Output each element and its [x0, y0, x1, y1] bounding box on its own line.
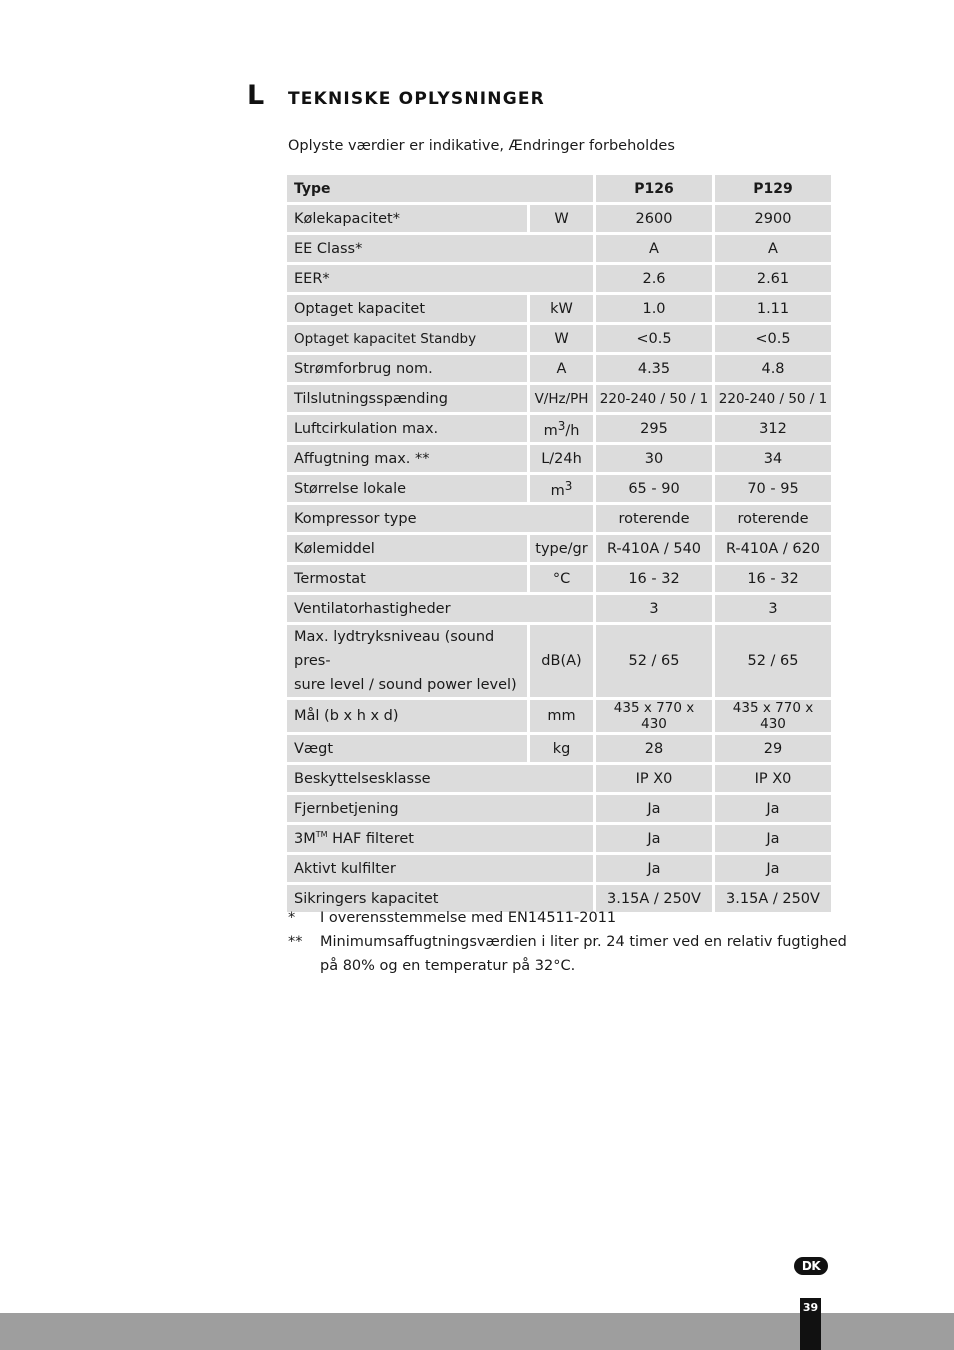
unit-base: m	[543, 422, 558, 439]
row-label: Optaget kapacitet Standby	[287, 325, 527, 352]
table-row	[287, 205, 831, 232]
row-unit	[530, 415, 593, 442]
table-row	[287, 535, 831, 562]
row-p126: 295	[596, 415, 712, 442]
row-label: EE Class*	[287, 235, 593, 262]
table-row	[287, 295, 831, 322]
label-prefix: 3M	[294, 831, 316, 847]
row-p126: R-410A / 540	[596, 535, 712, 562]
table-row	[287, 355, 831, 382]
footnote-text: Minimumsaffugtningsværdien i liter pr. 24 timer ved en relativ fugtighed på 80% og en temperatur på 32°C.	[320, 934, 847, 974]
row-p126: 65 - 90	[596, 475, 712, 502]
row-label	[287, 625, 527, 697]
row-p129: Ja	[715, 825, 831, 852]
table-row	[287, 325, 831, 352]
header-p126: P126	[596, 175, 712, 202]
row-label: Optaget kapacitet	[287, 295, 527, 322]
row-label: Termostat	[287, 565, 527, 592]
row-p129: 3	[715, 595, 831, 622]
row-label: Størrelse lokale	[287, 475, 527, 502]
section-letter: L	[247, 80, 265, 111]
row-p126: 2600	[596, 205, 712, 232]
footnote	[288, 930, 868, 978]
footnote-mark: *	[288, 910, 296, 926]
row-p126: Ja	[596, 825, 712, 852]
row-p129: R-410A / 620	[715, 535, 831, 562]
row-p126: 4.35	[596, 355, 712, 382]
row-unit: V/Hz/PH	[530, 385, 593, 412]
table-row	[287, 625, 831, 697]
table-row	[287, 700, 831, 732]
row-p129: 220-240 / 50 / 1	[715, 385, 831, 412]
table-row	[287, 595, 831, 622]
unit-base: m	[550, 482, 565, 499]
footnote-mark: **	[288, 934, 303, 950]
label-suffix: HAF filteret	[327, 831, 414, 847]
row-p129: 16 - 32	[715, 565, 831, 592]
row-p129: 2.61	[715, 265, 831, 292]
row-p126: roterende	[596, 505, 712, 532]
unit-tail: /h	[565, 422, 580, 439]
row-p126: A	[596, 235, 712, 262]
header-p129: P129	[715, 175, 831, 202]
row-p129: 52 / 65	[715, 625, 831, 697]
row-label: EER*	[287, 265, 593, 292]
row-label: Luftcirkulation max.	[287, 415, 527, 442]
row-p126: 16 - 32	[596, 565, 712, 592]
row-p126: 1.0	[596, 295, 712, 322]
row-label: Ventilatorhastigheder	[287, 595, 593, 622]
section-title: TEKNISKE OPLYSNINGER	[288, 89, 545, 109]
row-label-line-2: sure level / sound power level)	[294, 677, 517, 693]
row-label: Sikringers kapacitet	[287, 885, 593, 912]
table-row	[287, 765, 831, 792]
row-p129: 29	[715, 735, 831, 762]
row-unit: mm	[530, 700, 593, 732]
row-unit: A	[530, 355, 593, 382]
row-label: Kølemiddel	[287, 535, 527, 562]
row-p129: 2900	[715, 205, 831, 232]
row-p129: A	[715, 235, 831, 262]
row-p129: 70 - 95	[715, 475, 831, 502]
footnotes	[288, 906, 868, 978]
unit-superscript: 3	[557, 418, 566, 433]
table-row	[287, 825, 831, 852]
table-header-row	[287, 175, 831, 202]
row-p129: roterende	[715, 505, 831, 532]
trademark-superscript: TM	[315, 830, 328, 839]
row-p126: 30	[596, 445, 712, 472]
table-row	[287, 385, 831, 412]
row-label	[287, 825, 593, 852]
row-p126: <0.5	[596, 325, 712, 352]
footnote	[288, 906, 868, 930]
row-p129: Ja	[715, 795, 831, 822]
row-unit: W	[530, 205, 593, 232]
row-p129: IP X0	[715, 765, 831, 792]
table-row	[287, 505, 831, 532]
table-row	[287, 855, 831, 882]
row-unit: kW	[530, 295, 593, 322]
row-label: Tilslutningsspænding	[287, 385, 527, 412]
row-p126: 2.6	[596, 265, 712, 292]
row-p126: 28	[596, 735, 712, 762]
intro-text: Oplyste værdier er indikative, Ændringer forbeholdes	[288, 138, 675, 154]
row-p126: 3.15A / 250V	[596, 885, 712, 912]
page-number: 39	[800, 1298, 821, 1350]
row-label: Kølekapacitet*	[287, 205, 527, 232]
row-p129: 1.11	[715, 295, 831, 322]
row-p129: Ja	[715, 855, 831, 882]
table-row	[287, 475, 831, 502]
row-p129: 34	[715, 445, 831, 472]
table-row	[287, 235, 831, 262]
footnote-text: I overensstemmelse med EN14511-2011	[320, 910, 617, 926]
table-row	[287, 445, 831, 472]
unit-superscript: 3	[564, 478, 573, 493]
table-row	[287, 735, 831, 762]
language-badge: DK	[794, 1257, 828, 1275]
row-p129: 4.8	[715, 355, 831, 382]
row-p126: 435 x 770 x 430	[596, 700, 712, 732]
row-label: Aktivt kulfilter	[287, 855, 593, 882]
row-label: Strømforbrug nom.	[287, 355, 527, 382]
row-unit: W	[530, 325, 593, 352]
row-label: Affugtning max. **	[287, 445, 527, 472]
row-unit: dB(A)	[530, 625, 593, 697]
row-p126: Ja	[596, 855, 712, 882]
row-p129: 312	[715, 415, 831, 442]
row-label: Kompressor type	[287, 505, 593, 532]
row-p129: 435 x 770 x 430	[715, 700, 831, 732]
row-p126: 220-240 / 50 / 1	[596, 385, 712, 412]
row-unit	[530, 475, 593, 502]
row-p126: 52 / 65	[596, 625, 712, 697]
spec-table	[284, 172, 834, 915]
row-p126: Ja	[596, 795, 712, 822]
header-type: Type	[287, 175, 593, 202]
row-unit: type/gr	[530, 535, 593, 562]
row-label: Mål (b x h x d)	[287, 700, 527, 732]
table-row	[287, 415, 831, 442]
table-row	[287, 565, 831, 592]
row-unit: kg	[530, 735, 593, 762]
row-label: Beskyttelsesklasse	[287, 765, 593, 792]
row-p129: <0.5	[715, 325, 831, 352]
table-row	[287, 265, 831, 292]
row-p129: 3.15A / 250V	[715, 885, 831, 912]
row-label: Vægt	[287, 735, 527, 762]
row-label-line-1: Max. lydtryksniveau (sound pres-	[294, 629, 495, 669]
row-unit: L/24h	[530, 445, 593, 472]
row-p126: 3	[596, 595, 712, 622]
table-row	[287, 795, 831, 822]
row-p126: IP X0	[596, 765, 712, 792]
row-label: Fjernbetjening	[287, 795, 593, 822]
row-unit: °C	[530, 565, 593, 592]
